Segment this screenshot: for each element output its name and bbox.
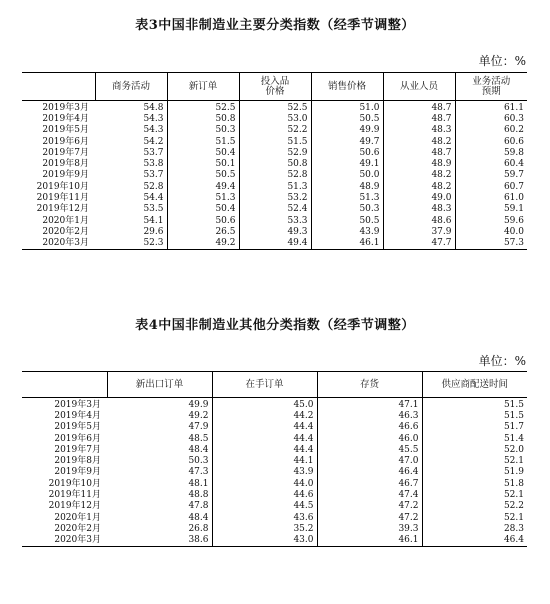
table-row bbox=[22, 455, 527, 466]
table4-column-header: 在手订单 bbox=[212, 372, 317, 398]
table-cell: 53.7 bbox=[95, 147, 167, 158]
row-label: 2020年1月 bbox=[54, 512, 101, 523]
table-cell: 44.1 bbox=[212, 455, 317, 466]
row-label: 2019年9月 bbox=[54, 467, 101, 478]
table-cell: 48.1 bbox=[107, 478, 212, 489]
table-cell: 48.3 bbox=[383, 125, 455, 136]
table-cell: 52.1 bbox=[503, 456, 524, 467]
table4-title: 表4中国非制造业其他分类指数（经季节调整） bbox=[135, 318, 415, 333]
table-row bbox=[22, 158, 527, 169]
table-cell: 51.3 bbox=[239, 181, 311, 192]
table-cell: 49.9 bbox=[311, 125, 383, 136]
table-cell: 44.4 bbox=[212, 433, 317, 444]
table-cell: 44.4 bbox=[212, 422, 317, 433]
table-cell: 47.0 bbox=[317, 455, 422, 466]
table-cell: 48.3 bbox=[383, 204, 455, 215]
row-label: 2019年6月 bbox=[42, 136, 89, 147]
table-cell: 47.9 bbox=[107, 422, 212, 433]
table-cell: 49.9 bbox=[107, 398, 212, 411]
table-cell: 60.7 bbox=[503, 181, 524, 192]
table-cell: 48.9 bbox=[311, 181, 383, 192]
table-row bbox=[22, 192, 527, 203]
table-cell: 60.6 bbox=[503, 136, 524, 147]
table-row bbox=[22, 170, 527, 181]
table4-column-header: 新出口订单 bbox=[107, 372, 212, 398]
row-label: 2019年7月 bbox=[42, 147, 89, 158]
table-cell: 52.9 bbox=[239, 147, 311, 158]
table-cell: 53.5 bbox=[95, 204, 167, 215]
table-cell: 46.3 bbox=[317, 410, 422, 421]
row-label: 2019年3月 bbox=[54, 399, 101, 410]
table3-unit: 单位：% bbox=[478, 54, 526, 68]
table-cell: 50.4 bbox=[167, 204, 239, 215]
table-cell: 43.6 bbox=[212, 512, 317, 523]
table-row bbox=[22, 478, 527, 489]
table-cell: 52.4 bbox=[239, 204, 311, 215]
table-cell: 59.8 bbox=[503, 147, 524, 158]
table-cell: 51.5 bbox=[167, 136, 239, 147]
table-cell: 49.1 bbox=[311, 158, 383, 169]
table-cell: 50.5 bbox=[167, 170, 239, 181]
table-row bbox=[22, 238, 527, 250]
table-cell: 46.0 bbox=[317, 433, 422, 444]
table-cell: 43.9 bbox=[212, 467, 317, 478]
row-label: 2019年12月 bbox=[48, 501, 101, 512]
table-cell: 47.3 bbox=[107, 467, 212, 478]
table-cell: 46.4 bbox=[422, 535, 527, 547]
table-cell: 59.6 bbox=[503, 215, 524, 226]
row-label: 2019年10月 bbox=[36, 181, 89, 192]
table-cell: 52.5 bbox=[239, 101, 311, 114]
table3-title: 表3中国非制造业主要分类指数（经季节调整） bbox=[135, 18, 415, 33]
table3-column-header: 投入品 价格 bbox=[239, 73, 311, 101]
table-cell: 48.6 bbox=[383, 215, 455, 226]
table-cell: 52.3 bbox=[95, 238, 167, 250]
table4-column-header: 供应商配送时间 bbox=[422, 372, 527, 398]
table-cell: 46.7 bbox=[317, 478, 422, 489]
table-cell: 49.4 bbox=[239, 238, 311, 250]
row-label: 2019年3月 bbox=[42, 102, 89, 113]
row-label: 2019年11月 bbox=[48, 490, 101, 501]
table-cell: 49.0 bbox=[383, 192, 455, 203]
table-cell: 53.3 bbox=[239, 215, 311, 226]
table-row bbox=[22, 535, 527, 547]
table-cell: 50.8 bbox=[239, 158, 311, 169]
table-cell: 39.3 bbox=[317, 523, 422, 534]
table-row bbox=[22, 226, 527, 237]
table-cell: 52.8 bbox=[95, 181, 167, 192]
table-cell: 61.0 bbox=[503, 193, 524, 204]
table4-column-header: 存货 bbox=[317, 372, 422, 398]
table-cell: 60.2 bbox=[503, 125, 524, 136]
row-label: 2019年10月 bbox=[48, 478, 101, 489]
table-cell: 50.5 bbox=[311, 113, 383, 124]
row-label: 2020年1月 bbox=[42, 215, 89, 226]
table-row bbox=[22, 204, 527, 215]
table-row bbox=[22, 467, 527, 478]
table-cell: 51.5 bbox=[503, 410, 524, 421]
table-cell: 51.5 bbox=[239, 136, 311, 147]
table-row bbox=[22, 125, 527, 136]
table-cell: 54.1 bbox=[95, 215, 167, 226]
table-cell: 47.7 bbox=[383, 238, 455, 250]
table3-column-header: 销售价格 bbox=[311, 73, 383, 101]
table-cell: 48.7 bbox=[383, 101, 455, 114]
table-cell: 54.4 bbox=[95, 192, 167, 203]
table-cell: 53.8 bbox=[95, 158, 167, 169]
table-cell: 48.2 bbox=[383, 170, 455, 181]
table-cell: 54.3 bbox=[95, 113, 167, 124]
table-cell: 60.4 bbox=[503, 159, 524, 170]
table-row bbox=[22, 410, 527, 421]
table-cell: 51.0 bbox=[311, 101, 383, 114]
table-cell: 60.3 bbox=[503, 113, 524, 124]
table-cell: 44.6 bbox=[212, 489, 317, 500]
table-cell: 51.8 bbox=[503, 478, 524, 489]
table-cell: 44.5 bbox=[212, 501, 317, 512]
table3-column-header: 从业人员 bbox=[383, 73, 455, 101]
table-cell: 50.3 bbox=[311, 204, 383, 215]
row-label: 2019年9月 bbox=[42, 170, 89, 181]
table-cell: 53.0 bbox=[239, 113, 311, 124]
table-row bbox=[22, 523, 527, 534]
table4-unit: 单位：% bbox=[478, 354, 526, 368]
table-cell: 47.1 bbox=[317, 398, 422, 411]
table-cell: 53.2 bbox=[239, 192, 311, 203]
table-cell: 44.2 bbox=[212, 410, 317, 421]
table-row bbox=[22, 489, 527, 500]
table3-column-header: 新订单 bbox=[167, 73, 239, 101]
table4 bbox=[22, 371, 527, 547]
table-cell: 52.2 bbox=[239, 125, 311, 136]
table-cell: 54.8 bbox=[95, 101, 167, 114]
table-cell: 48.2 bbox=[383, 136, 455, 147]
table-cell: 50.0 bbox=[311, 170, 383, 181]
row-label: 2019年7月 bbox=[54, 444, 101, 455]
table-row bbox=[22, 398, 527, 411]
table-cell: 57.3 bbox=[455, 238, 527, 250]
table-cell: 50.6 bbox=[311, 147, 383, 158]
table-cell: 59.1 bbox=[503, 204, 524, 215]
table-cell: 47.2 bbox=[317, 501, 422, 512]
table-cell: 46.1 bbox=[311, 238, 383, 250]
table-cell: 48.7 bbox=[383, 147, 455, 158]
table-cell: 51.7 bbox=[503, 422, 524, 433]
table-cell: 59.7 bbox=[503, 170, 524, 181]
row-label: 2020年2月 bbox=[42, 226, 89, 237]
table-cell: 52.2 bbox=[503, 501, 524, 512]
table-cell: 50.4 bbox=[167, 147, 239, 158]
row-label: 2019年4月 bbox=[54, 410, 101, 421]
table-cell: 49.2 bbox=[107, 410, 212, 421]
row-label: 2019年8月 bbox=[54, 456, 101, 467]
table-cell: 45.5 bbox=[317, 444, 422, 455]
row-label: 2019年5月 bbox=[42, 125, 89, 136]
table-cell: 48.7 bbox=[383, 113, 455, 124]
table-cell: 51.4 bbox=[503, 433, 524, 444]
table-row bbox=[22, 501, 527, 512]
table-cell: 48.5 bbox=[107, 433, 212, 444]
table-cell: 37.9 bbox=[383, 226, 455, 237]
table-row bbox=[22, 136, 527, 147]
table-cell: 51.3 bbox=[167, 192, 239, 203]
row-label: 2020年2月 bbox=[54, 523, 101, 534]
table-cell: 50.5 bbox=[311, 215, 383, 226]
row-label: 2020年3月 bbox=[22, 238, 95, 250]
table-cell: 35.2 bbox=[212, 523, 317, 534]
table-cell: 26.8 bbox=[107, 523, 212, 534]
table-cell: 49.2 bbox=[167, 238, 239, 250]
table-cell: 52.0 bbox=[503, 444, 524, 455]
row-label: 2019年12月 bbox=[36, 204, 89, 215]
table-cell: 48.4 bbox=[107, 444, 212, 455]
table-cell: 38.6 bbox=[107, 535, 212, 547]
table-row bbox=[22, 113, 527, 124]
table-cell: 40.0 bbox=[503, 226, 524, 237]
table-cell: 50.3 bbox=[107, 455, 212, 466]
table-cell: 28.3 bbox=[503, 523, 524, 534]
row-label: 2019年5月 bbox=[54, 422, 101, 433]
table-cell: 61.1 bbox=[503, 102, 524, 113]
row-label: 2019年6月 bbox=[54, 433, 101, 444]
table-cell: 51.5 bbox=[503, 399, 524, 410]
table-cell: 52.1 bbox=[503, 512, 524, 523]
table-cell: 29.6 bbox=[95, 226, 167, 237]
table-row bbox=[22, 433, 527, 444]
table-cell: 49.7 bbox=[311, 136, 383, 147]
table-row bbox=[22, 101, 527, 114]
row-label: 2019年4月 bbox=[42, 113, 89, 124]
table-cell: 52.5 bbox=[167, 101, 239, 114]
table-cell: 47.2 bbox=[317, 512, 422, 523]
table-cell: 54.2 bbox=[95, 136, 167, 147]
table-cell: 46.6 bbox=[317, 422, 422, 433]
table3 bbox=[22, 72, 527, 250]
table-row bbox=[22, 512, 527, 523]
table-cell: 47.8 bbox=[107, 501, 212, 512]
table-cell: 43.0 bbox=[212, 535, 317, 547]
table-row bbox=[22, 181, 527, 192]
table-cell: 46.4 bbox=[317, 467, 422, 478]
table-cell: 44.4 bbox=[212, 444, 317, 455]
table-cell: 50.3 bbox=[167, 125, 239, 136]
table-row bbox=[22, 422, 527, 433]
table-cell: 53.7 bbox=[95, 170, 167, 181]
table-cell: 51.3 bbox=[311, 192, 383, 203]
table-row bbox=[22, 444, 527, 455]
row-label: 2019年11月 bbox=[36, 193, 89, 204]
table-cell: 44.0 bbox=[212, 478, 317, 489]
table-cell: 50.8 bbox=[167, 113, 239, 124]
table-row bbox=[22, 147, 527, 158]
table-cell: 52.1 bbox=[503, 490, 524, 501]
table-cell: 54.3 bbox=[95, 125, 167, 136]
table-cell: 48.9 bbox=[383, 158, 455, 169]
table-cell: 48.2 bbox=[383, 181, 455, 192]
table-cell: 52.8 bbox=[239, 170, 311, 181]
table-cell: 45.0 bbox=[212, 398, 317, 411]
table-cell: 47.4 bbox=[317, 489, 422, 500]
table-cell: 51.9 bbox=[503, 467, 524, 478]
row-label: 2019年8月 bbox=[42, 159, 89, 170]
table3-column-header: 商务活动 bbox=[95, 73, 167, 101]
table3-column-header: 业务活动 预期 bbox=[455, 73, 527, 101]
table-cell: 50.6 bbox=[167, 215, 239, 226]
row-label: 2020年3月 bbox=[22, 535, 107, 547]
table-cell: 49.3 bbox=[239, 226, 311, 237]
table-cell: 43.9 bbox=[311, 226, 383, 237]
table-row bbox=[22, 215, 527, 226]
table-cell: 49.4 bbox=[167, 181, 239, 192]
table-cell: 48.4 bbox=[107, 512, 212, 523]
table-cell: 26.5 bbox=[167, 226, 239, 237]
table-cell: 50.1 bbox=[167, 158, 239, 169]
table-cell: 48.8 bbox=[107, 489, 212, 500]
table-cell: 46.1 bbox=[317, 535, 422, 547]
table3-corner-header bbox=[22, 73, 95, 101]
table4-corner-header bbox=[22, 372, 107, 398]
